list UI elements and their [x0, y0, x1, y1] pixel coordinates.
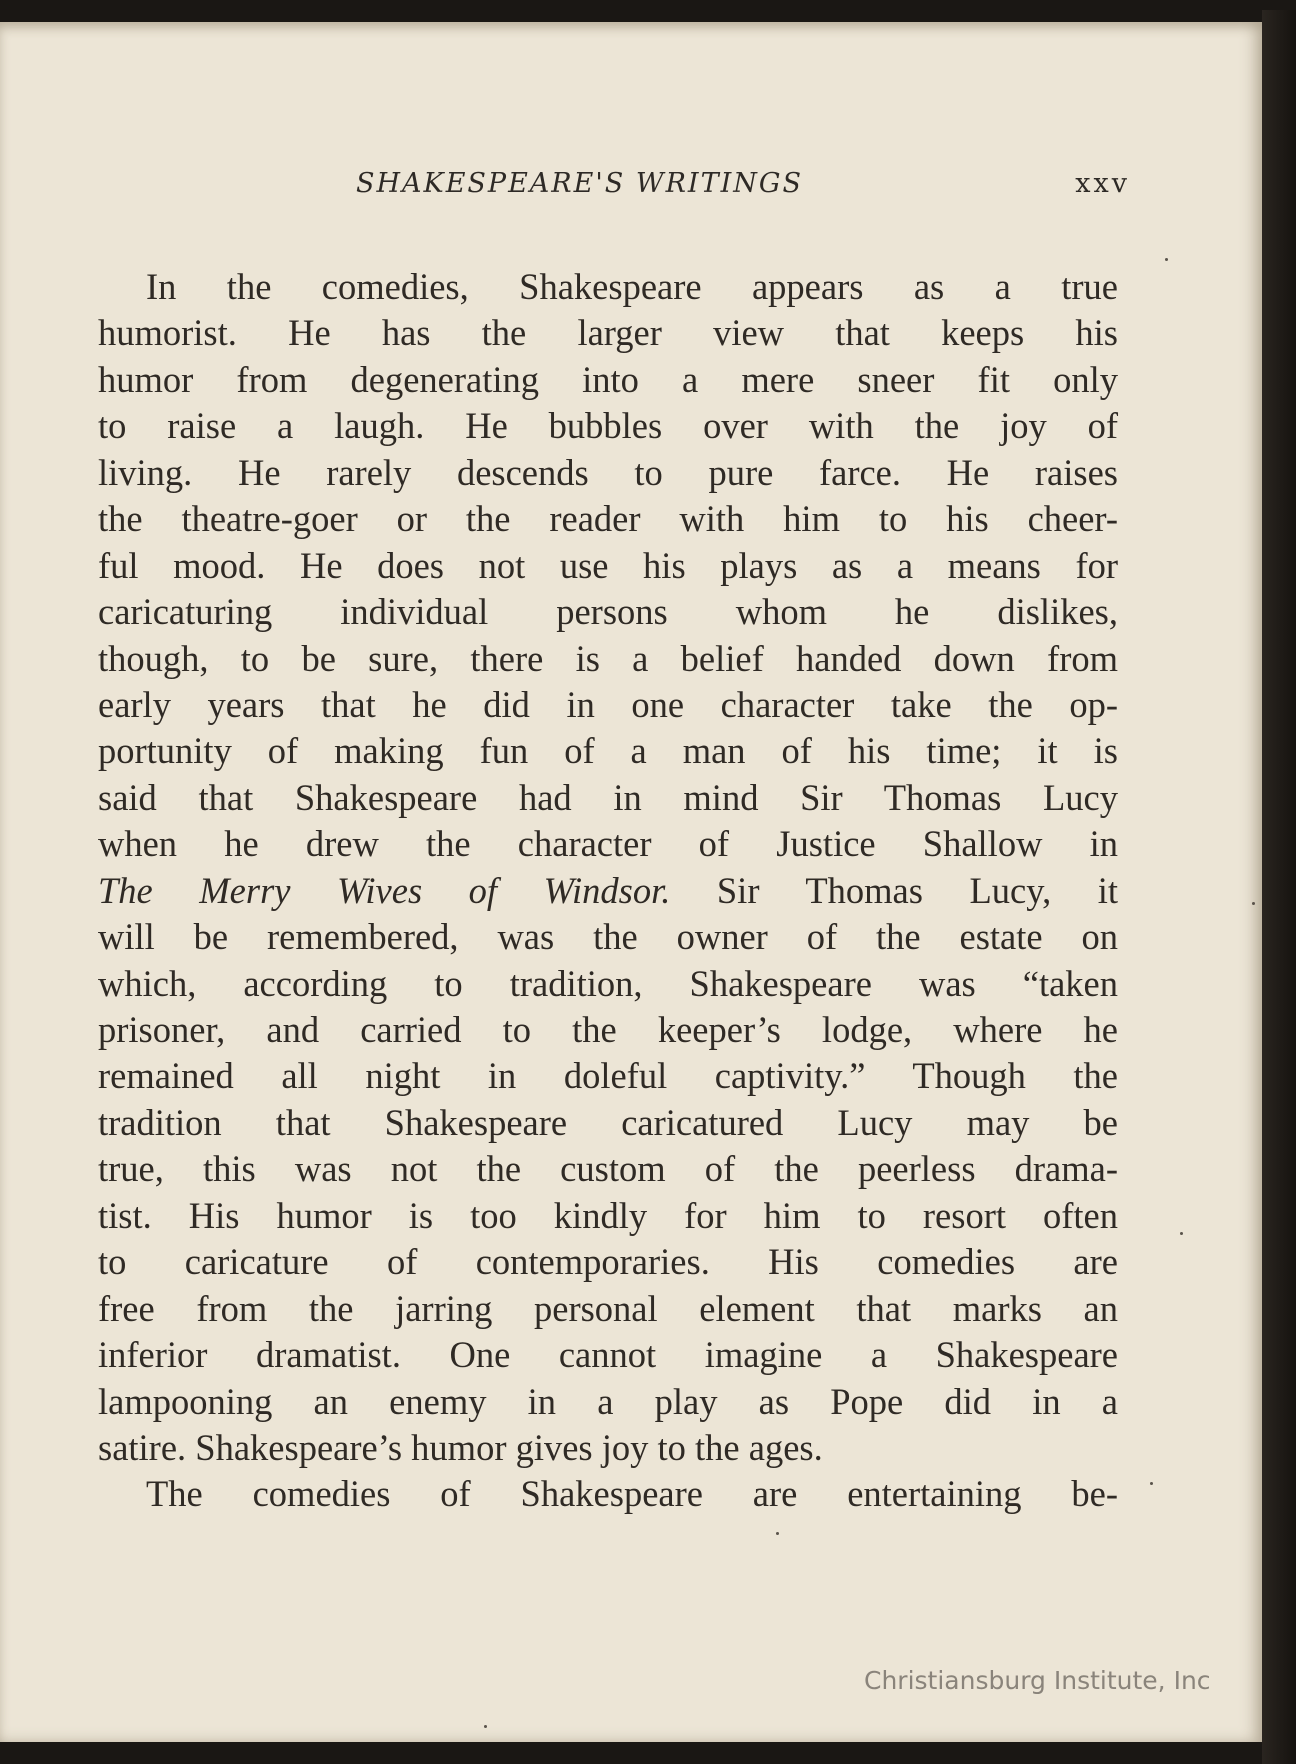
text-line-rest: Sir Thomas Lucy, it	[670, 869, 1119, 911]
paper-speck	[484, 1725, 487, 1728]
text-line: In the comedies, Shakespeare appears as a true	[146, 266, 1118, 307]
paper-speck	[776, 1532, 779, 1535]
text-line: true, this was not the custom of the peerless drama-	[98, 1148, 1118, 1190]
watermark: Christiansburg Institute, Inc	[864, 1666, 1211, 1695]
text-line: to caricature of contemporaries. His comedies are	[98, 1241, 1118, 1283]
text-line: though, to be sure, there is a belief handed down from	[98, 637, 1118, 679]
text-line: inferior dramatist. One cannot imagine a Shakespeare	[98, 1334, 1118, 1376]
text-line: satire. Shakespeare’s humor gives joy to the ages.	[98, 1426, 823, 1468]
page-number: xxv	[1075, 168, 1130, 199]
text-line: will be remembered, was the owner of the estate on	[98, 916, 1118, 958]
paper-speck	[1165, 258, 1168, 261]
paper-speck	[1180, 1232, 1183, 1235]
text-line: remained all night in doleful captivity.” Though the	[98, 1055, 1118, 1097]
text-line: tist. His humor is too kindly for him to resort often	[98, 1194, 1118, 1236]
text-line: to raise a laugh. He bubbles over with the joy of	[98, 405, 1118, 447]
text-line: free from the jarring personal element that marks an	[98, 1287, 1118, 1329]
text-line: portunity of making fun of a man of his time; it is	[98, 730, 1118, 772]
body-text	[98, 264, 1118, 1518]
running-header	[100, 168, 1130, 212]
paper-speck	[1252, 902, 1255, 905]
text-line: early years that he did in one character take the op-	[98, 683, 1118, 725]
text-line: lampooning an enemy in a play as Pope did in a	[98, 1380, 1118, 1422]
text-line: The comedies of Shakespeare are entertaining be-	[146, 1473, 1118, 1515]
text-line: said that Shakespeare had in mind Sir Thomas Lucy	[98, 776, 1118, 818]
book-title-italic: The Merry Wives of Windsor.	[98, 869, 671, 911]
text-line-italic-title	[98, 868, 1118, 914]
text-line: living. He rarely descends to pure farce. He raises	[98, 451, 1118, 493]
text-line: humor from degenerating into a mere sneer fit only	[98, 358, 1118, 400]
text-line: prisoner, and carried to the keeper’s lodge, where he	[98, 1009, 1118, 1050]
text-line: tradition that Shakespeare caricatured Lucy may be	[98, 1101, 1118, 1143]
text-line: the theatre-goer or the reader with him to his cheer-	[98, 498, 1118, 540]
text-line: ful mood. He does not use his plays as a means for	[98, 544, 1118, 586]
text-line: humorist. He has the larger view that keeps his	[98, 312, 1118, 354]
running-title: SHAKESPEARE'S WRITINGS	[356, 168, 803, 199]
text-line: caricaturing individual persons whom he dislikes,	[98, 591, 1118, 633]
text-line: when he drew the character of Justice Shallow in	[98, 823, 1118, 865]
page-edge	[1262, 10, 1296, 1764]
paper-speck	[1150, 1482, 1153, 1485]
text-line: which, according to tradition, Shakespeare was “taken	[98, 962, 1118, 1004]
